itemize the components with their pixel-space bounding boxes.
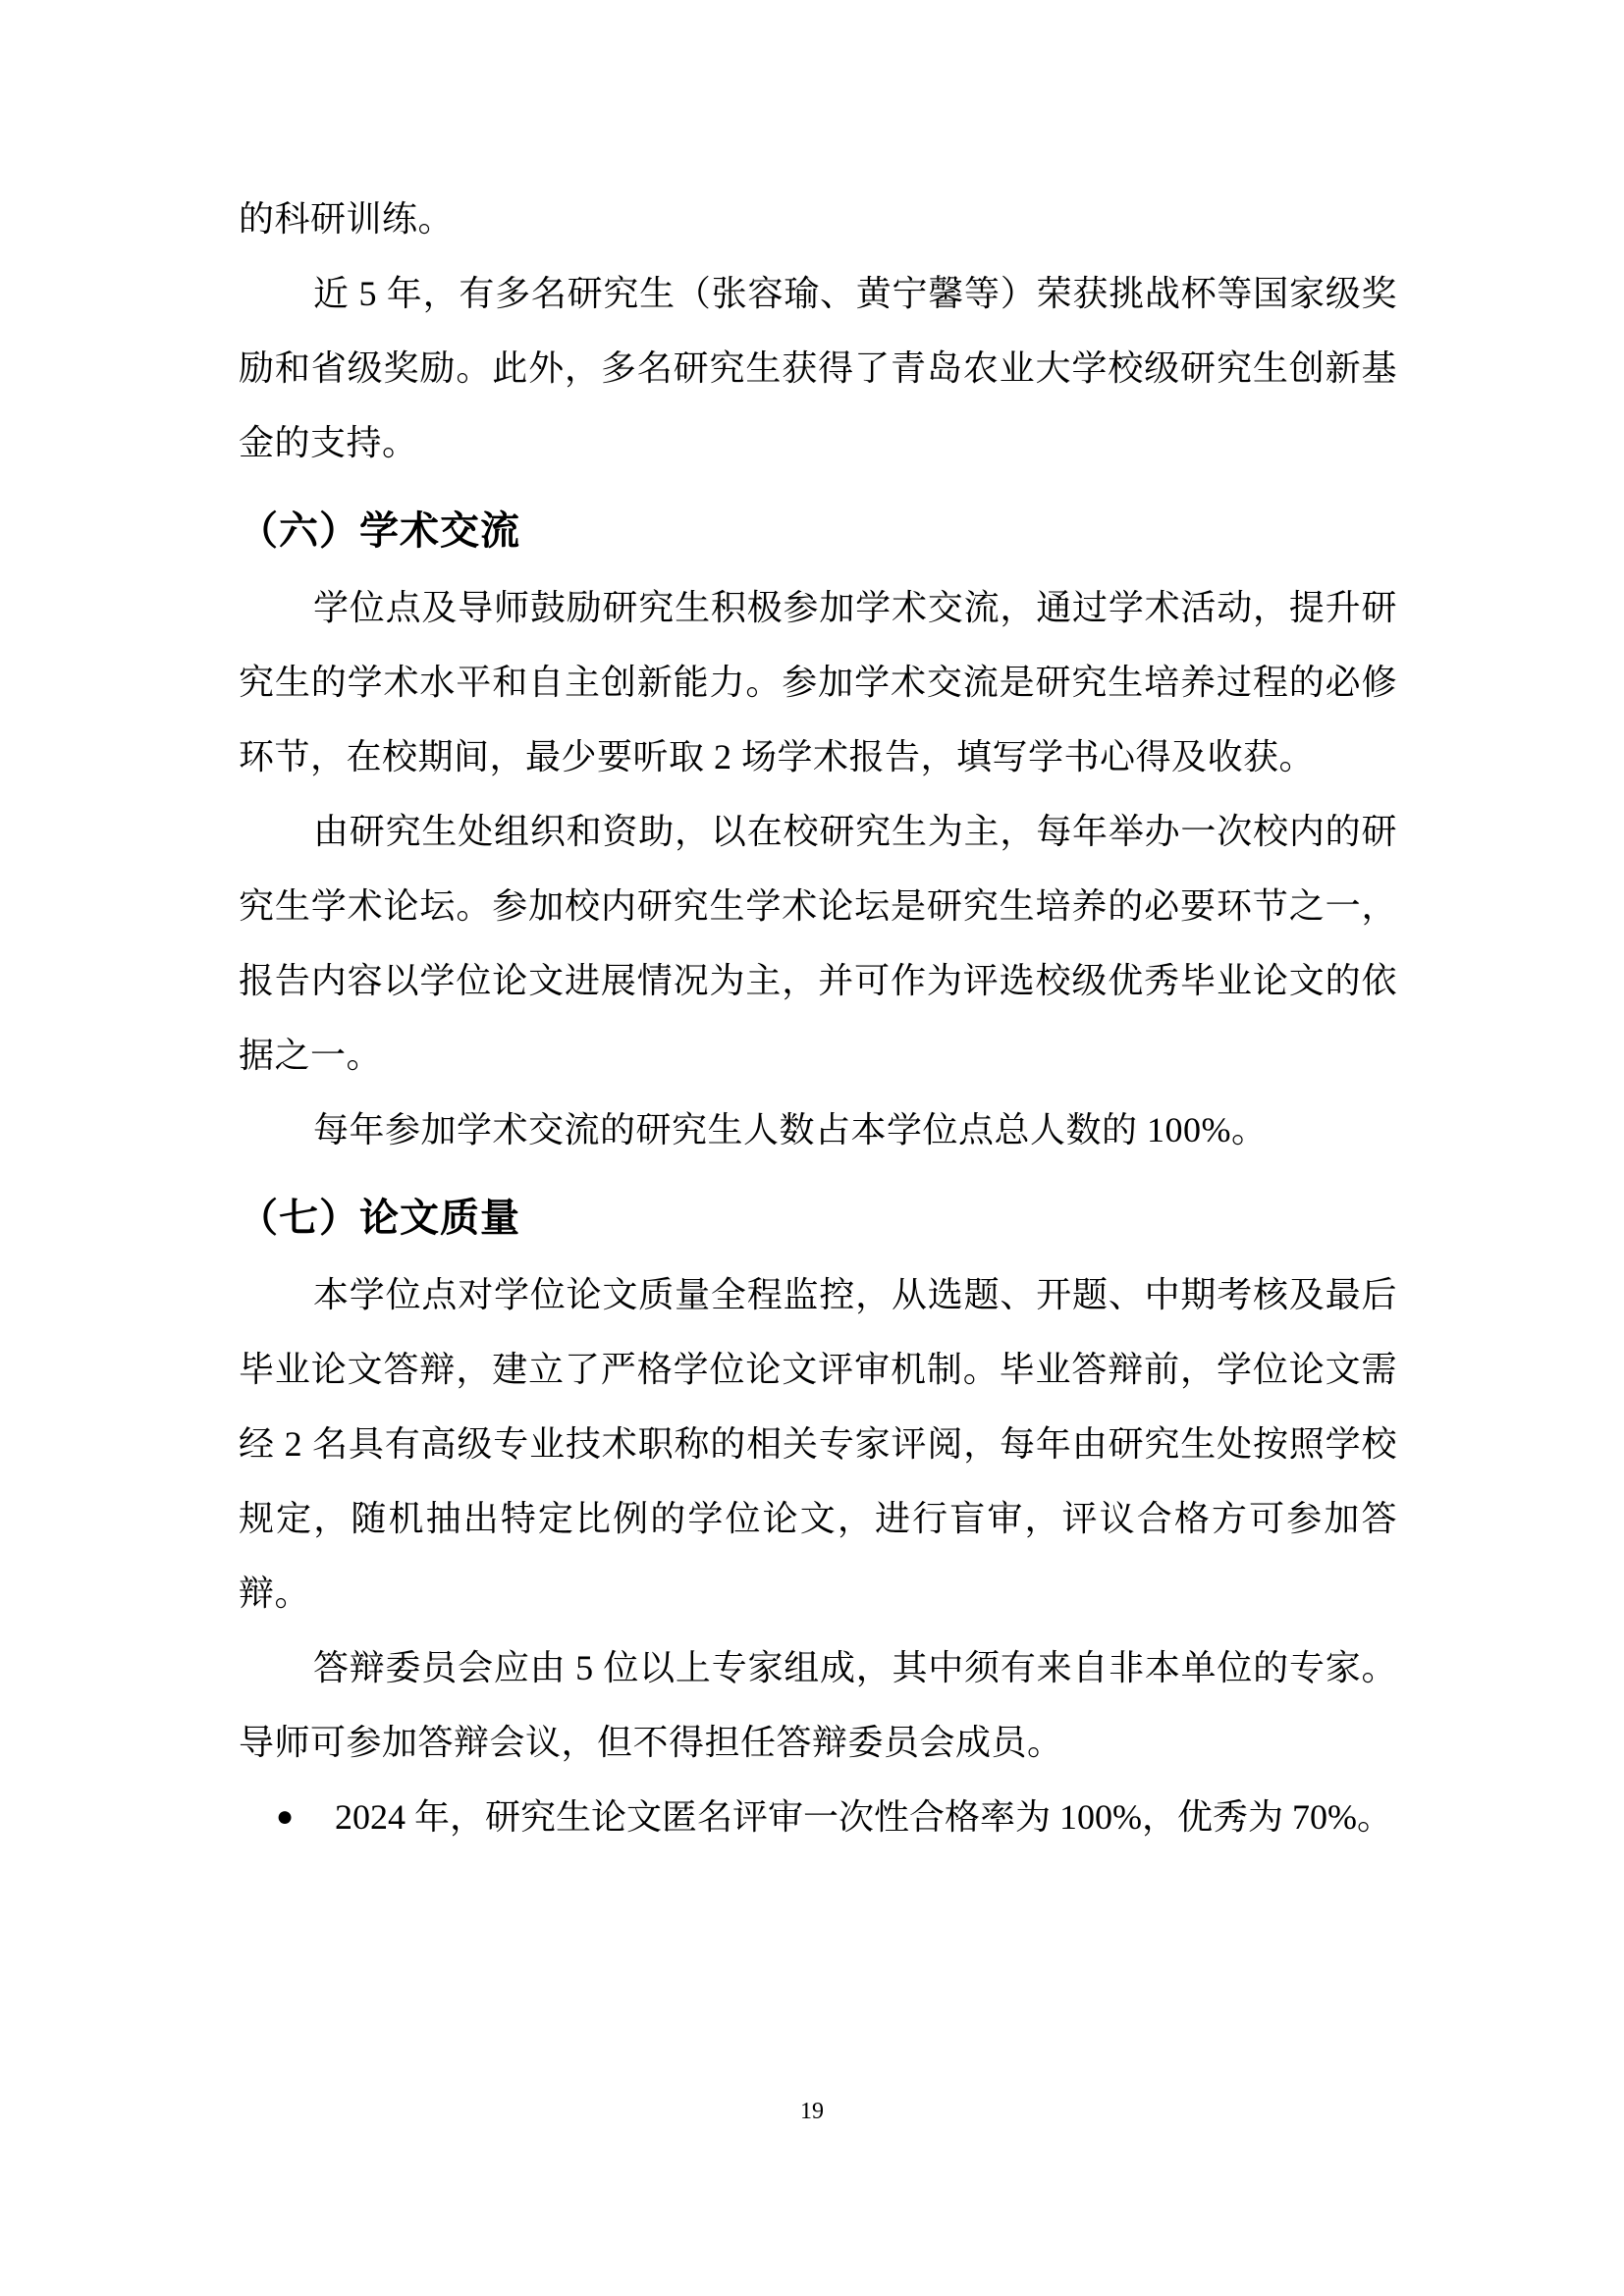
list-item-label: 2024 年，研究生论文匿名评审一次性合格率为 100%，优秀为 70%。 <box>335 1797 1392 1837</box>
heading-academic-exchange: （六）学术交流 <box>239 507 520 554</box>
paragraph-exchange-participation-rate: 每年参加学术交流的研究生人数占本学位点总人数的 100%。 <box>313 1110 1268 1149</box>
paragraph-campus-forum: 由研究生处组织和资助，以在校研究生为主，每年举办一次校内的研究生学术论坛。参加校内研究生学术论坛是研究生培养的必要环节之一，报告内容以学位论文进展情况为主，并可作为评选校级优秀毕业论文的依据之一。 <box>239 812 1397 1075</box>
paragraph-thesis-review-process: 本学位点对学位论文质量全程监控，从选题、开题、中期考核及最后毕业论文答辩，建立了严格学位论文评审机制。毕业答辩前，学位论文需经 2 名具有高级专业技术职称的相关专家评阅，每年由研究生处按照学校规定，随机抽出特定比例的学位论文，进行盲审，评议合格方可参加答辩。 <box>239 1275 1397 1613</box>
paragraph-student-awards: 近 5 年，有多名研究生（张容瑜、黄宁馨等）荣获挑战杯等国家级奖励和省级奖励。此外，多名研究生获得了青岛农业大学校级研究生创新基金的支持。 <box>239 274 1397 462</box>
page-number: 19 <box>800 2099 824 2124</box>
list-item <box>239 1780 1397 1854</box>
thesis-statistics-list <box>239 1780 1397 1854</box>
bullet-dot-icon: ● <box>276 1800 295 1833</box>
heading-thesis-quality: （七）论文质量 <box>239 1195 520 1241</box>
paragraph-defense-committee: 答辩委员会应由 5 位以上专家组成，其中须有来自非本单位的专家。导师可参加答辩会议，但不得担任答辩委员会成员。 <box>239 1648 1397 1762</box>
paragraph-research-training: 的科研训练。 <box>239 199 455 239</box>
paragraph-exchange-encouragement: 学位点及导师鼓励研究生积极参加学术交流，通过学术活动，提升研究生的学术水平和自主创新能力。参加学术交流是研究生培养过程的必修环节，在校期间，最少要听取 2 场学术报告，填写学书心得及收获。 <box>239 588 1397 776</box>
page-body <box>239 182 1397 1854</box>
